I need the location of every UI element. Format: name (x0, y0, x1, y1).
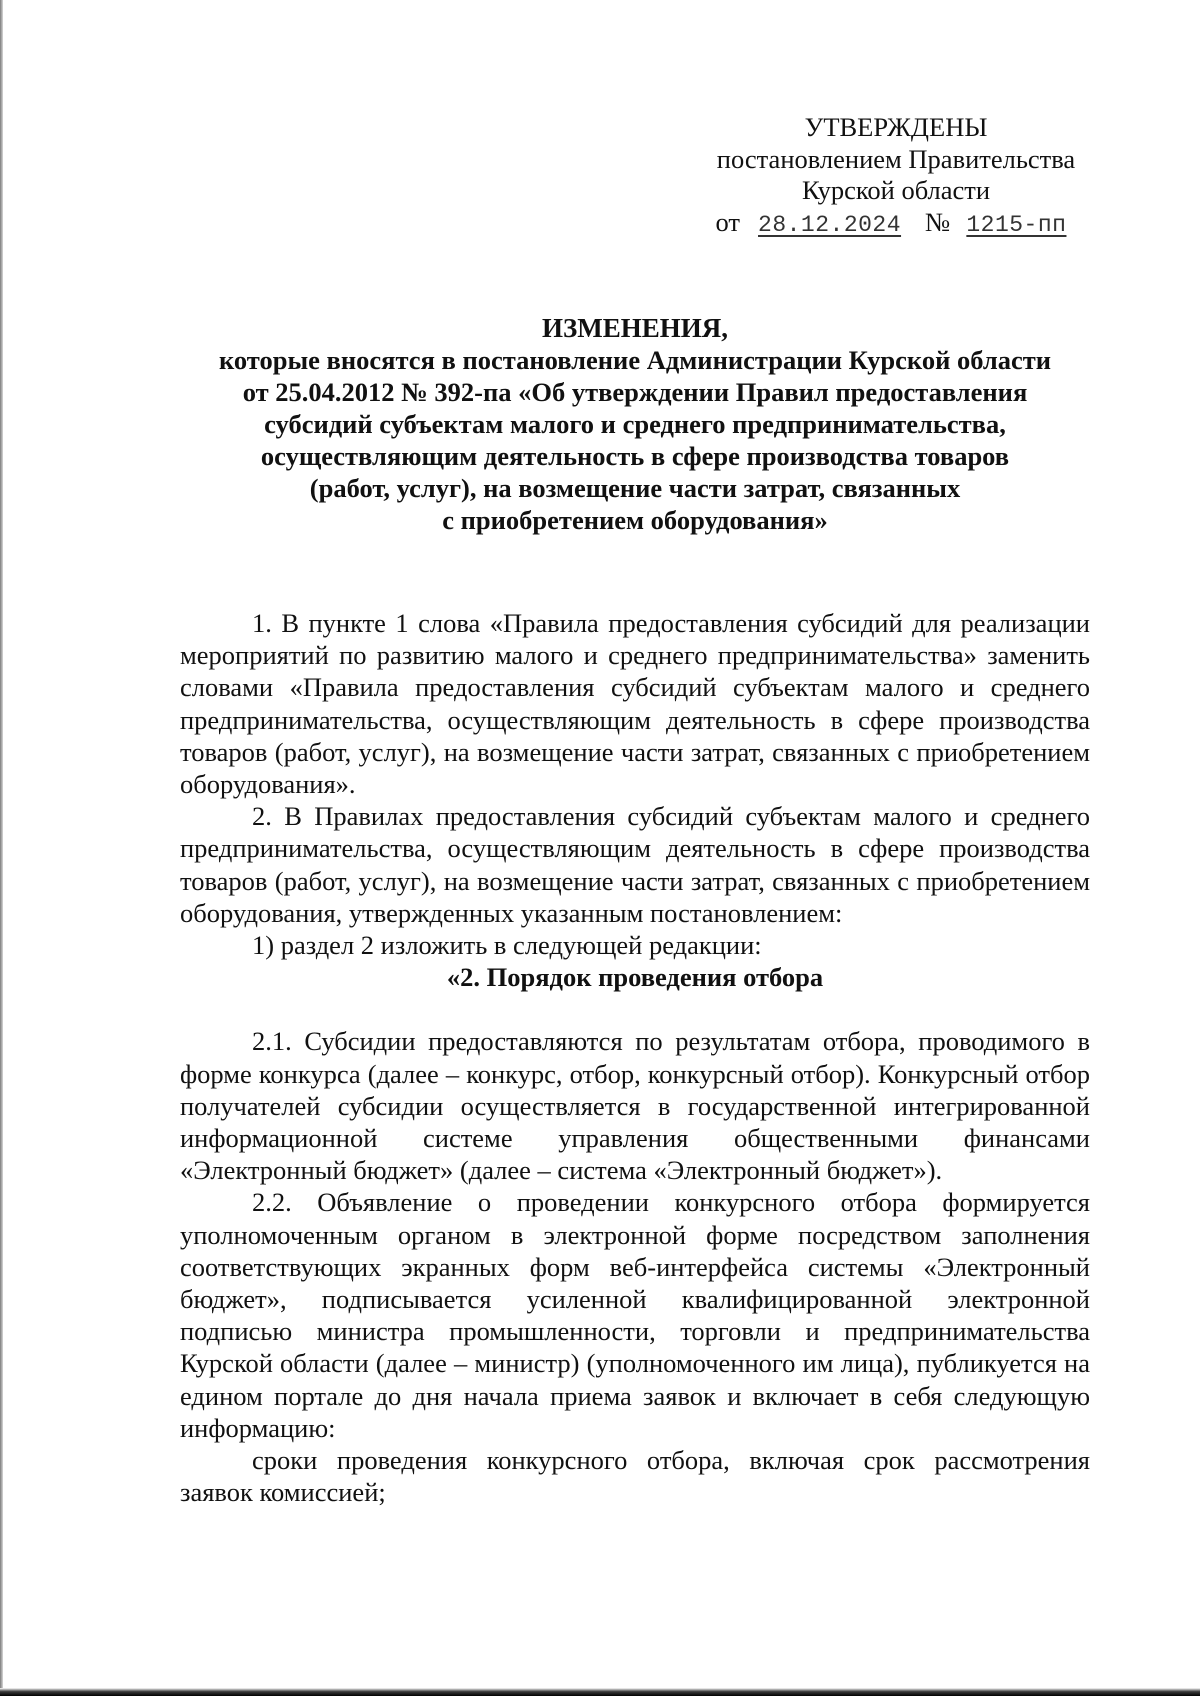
heading-line-4: осуществляющим деятельность в сфере производства товаров (260, 441, 1010, 471)
paragraph-2-1: 2.1. Субсидии предоставляются по результатам отбора, проводимого в форме конкурса (далее – конкурс, отбор, конкурсный отбор). Конкурсный отбор получателей субсидии осуществляется в государственной интегрированной информационной системе управления общественными финансами «Электронный бюджет» (далее – система «Электронный бюджет»). (180, 1026, 1090, 1186)
paragraph-3: 1) раздел 2 изложить в следующей редакции: (252, 930, 762, 961)
page-bottom-edge (0, 1688, 1200, 1696)
approval-line-1: постановлением Правительства (716, 143, 1076, 174)
paragraph-2: 2. В Правилах предоставления субсидий субъектам малого и среднего предпринимательства, осуществляющим деятельность в сфере производства товаров (работ, услуг), на возмещение части затрат, связанных с приобретением оборудования, утвержденных указанным постановлением: (180, 801, 1090, 928)
date-prefix: от (715, 206, 741, 237)
approval-stamp (702, 112, 1090, 241)
page-left-edge (0, 0, 3, 1696)
document-title: ИЗМЕНЕНИЯ, (541, 313, 728, 343)
approval-number: 1215-пп (966, 211, 1067, 238)
approval-line-2: Курской области (801, 175, 991, 205)
heading-line-6: с приобретением оборудования» (442, 505, 828, 535)
heading-line-3: субсидий субъектам малого и среднего предпринимательства, (264, 409, 1006, 439)
document-heading (180, 312, 1090, 536)
document-body (180, 607, 1090, 1508)
heading-line-1: которые вносятся в постановление Администрации Курской области (218, 345, 1052, 375)
heading-line-2: от 25.04.2012 № 392-па «Об утверждении Правил предоставления (242, 377, 1028, 407)
number-sign: № (925, 206, 951, 237)
paragraph-deadlines: сроки проведения конкурсного отбора, включая срок рассмотрения заявок комиссией; (180, 1445, 1090, 1508)
paragraph-2-2: 2.2. Объявление о проведении конкурсного отбора формируется уполномоченным органом в электронной форме посредством заполнения соответствующих экранных форм веб-интерфейса системы «Электронный бюджет», подписывается усиленной квалифицированной электронной подписью министра промышленности, торговли и предпринимательства Курской области (далее – министр) (уполномоченного им лица), публикуется на едином портале до дня начала приема заявок и включает в себя следующую информацию: (180, 1187, 1090, 1443)
approval-date: 28.12.2024 (758, 211, 902, 238)
section-title: «2. Порядок проведения отбора (446, 962, 824, 993)
approval-date-row (702, 207, 1090, 242)
paragraph-1: 1. В пункте 1 слова «Правила предоставления субсидий для реализации мероприятий по развитию малого и среднего предпринимательства» заменить словами «Правила предоставления субсидий субъектам малого и среднего предпринимательства, осуществляющим деятельность в сфере производства товаров (работ, услуг), на возмещение части затрат, связанных с приобретением оборудования». (180, 608, 1090, 800)
heading-line-5: (работ, услуг), на возмещение части затрат, связанных (309, 473, 961, 503)
approval-heading: УТВЕРЖДЕНЫ (804, 112, 988, 142)
